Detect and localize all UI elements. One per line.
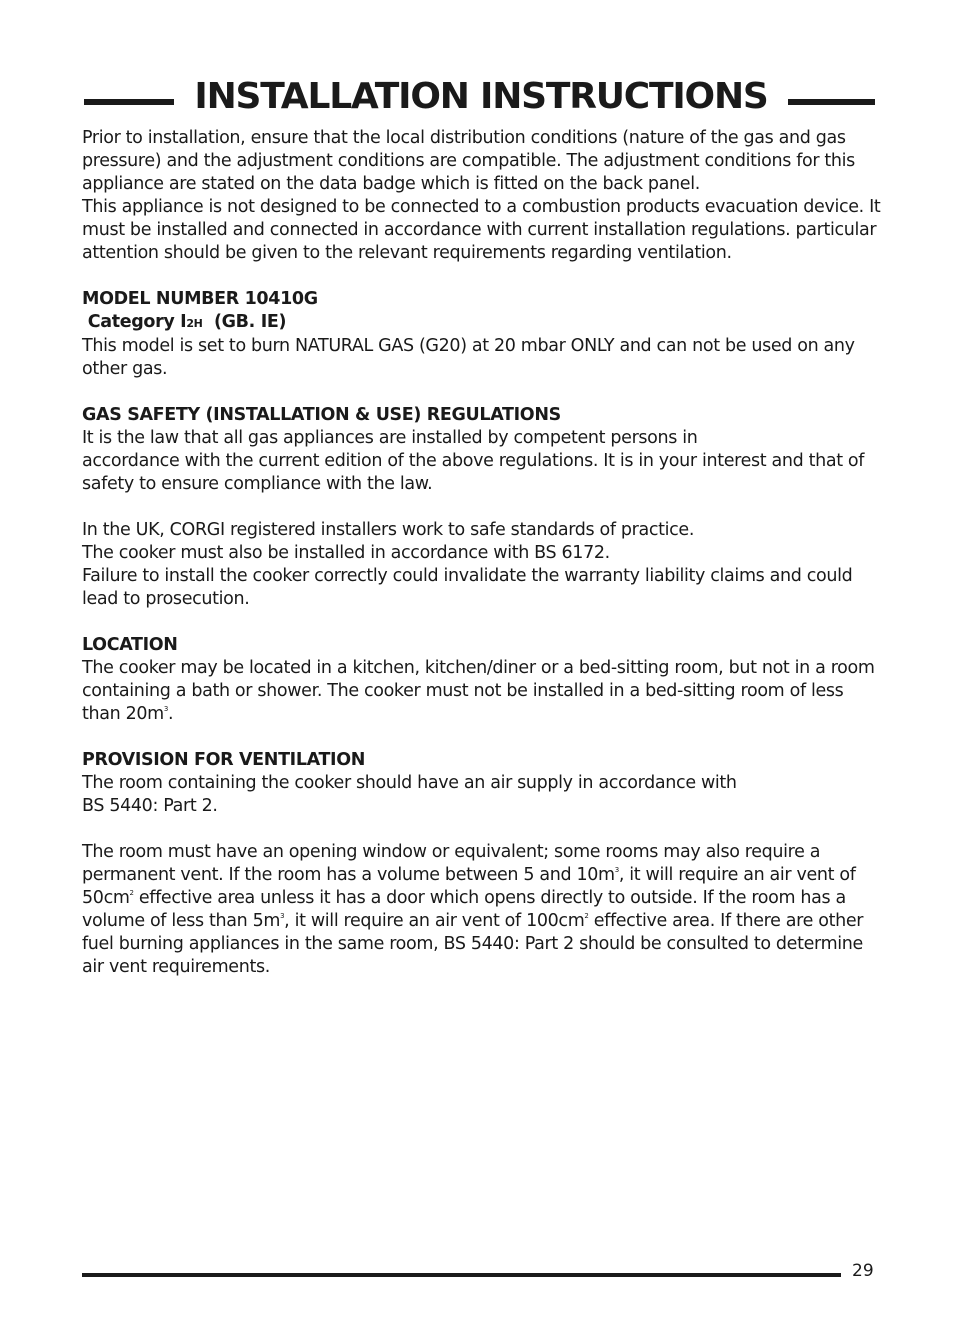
gas-safety-heading: GAS SAFETY (INSTALLATION & USE) REGULATIONS xyxy=(82,405,561,425)
ventilation-paragraph-2 xyxy=(82,841,882,979)
page-number: 29 xyxy=(852,1261,874,1281)
ventilation-heading: PROVISION FOR VENTILATION xyxy=(82,750,366,770)
gas-safety-paragraph-1 xyxy=(82,427,882,496)
ventilation-line-2: BS 5440: Part 2. xyxy=(82,796,218,816)
page-title: INSTALLATION INSTRUCTIONS xyxy=(194,76,768,117)
ventilation-superscript-4: 2 xyxy=(584,912,589,920)
ventilation-superscript-3: 3 xyxy=(280,912,285,920)
ventilation-text-b: , it will require an air vent of 50cm xyxy=(82,865,856,908)
spacer xyxy=(82,726,882,749)
category-region: (GB. IE) xyxy=(214,312,287,332)
ventilation-superscript-2: 2 xyxy=(129,889,134,897)
title-rule-right xyxy=(788,99,875,105)
failure-paragraph: Failure to install the cooker correctly could invalidate the warranty liability claims and could lead to prosecution. xyxy=(82,566,853,609)
category-line xyxy=(82,311,882,335)
category-subscript: 2H xyxy=(186,317,203,330)
bs6172-paragraph: The cooker must also be installed in accordance with BS 6172. xyxy=(82,543,610,563)
intro-paragraph-1: Prior to installation, ensure that the local distribution conditions (nature of the gas and gas pressure) and the adjustment conditions are compatible. The adjustment conditions for this appliance are stated on the data badge which is fitted on the back panel. xyxy=(82,128,855,194)
ventilation-text-c: effective area unless it has a door which opens directly to outside. If the room has a volume of less than 5m xyxy=(82,888,846,931)
spacer xyxy=(82,496,882,519)
location-superscript: 3 xyxy=(163,705,168,713)
footer-rule xyxy=(82,1273,841,1277)
spacer xyxy=(82,265,882,288)
ventilation-text-e: effective area. If there are other fuel burning appliances in the same room, BS 5440: Part 2 should be consulted to determine air vent requirements. xyxy=(82,911,864,977)
corgi-paragraph: In the UK, CORGI registered installers work to safe standards of practice. xyxy=(82,520,695,540)
category-label: Category I xyxy=(87,312,187,332)
document-body xyxy=(82,127,882,979)
ventilation-line-1: The room containing the cooker should have an air supply in accordance with xyxy=(82,773,737,793)
location-text: The cooker may be located in a kitchen, kitchen/diner or a bed-sitting room, but not in a room containing a bath or shower. The cooker must not be installed in a bed-sitting room of less than 20m xyxy=(82,658,875,724)
ventilation-superscript-1: 3 xyxy=(614,866,619,874)
ventilation-paragraph-1 xyxy=(82,772,882,818)
model-number-heading: MODEL NUMBER 10410G xyxy=(82,289,318,309)
spacer xyxy=(82,818,882,841)
location-text-end: . xyxy=(167,704,174,724)
title-rule-left xyxy=(84,99,174,105)
gas-safety-line-1: It is the law that all gas appliances are installed by competent persons in xyxy=(82,428,698,448)
location-heading: LOCATION xyxy=(82,635,178,655)
location-paragraph xyxy=(82,657,882,726)
intro-paragraph-2: This appliance is not designed to be connected to a combustion products evacuation device. It must be installed and connected in accordance with current installation regulations. particular attention should be given to the relevant requirements regarding ventilation. xyxy=(82,197,881,263)
spacer xyxy=(82,611,882,634)
gas-safety-line-2: accordance with the current edition of the above regulations. It is in your interest and that of safety to ensure compliance with the law. xyxy=(82,451,865,494)
ventilation-text-d: , it will require an air vent of 100cm xyxy=(284,911,585,931)
model-description: This model is set to burn NATURAL GAS (G20) at 20 mbar ONLY and can not be used on any other gas. xyxy=(82,336,855,379)
ventilation-text-a: The room must have an opening window or equivalent; some rooms may also require a permanent vent. If the room has a volume between 5 and 10m xyxy=(82,842,821,885)
spacer xyxy=(82,381,882,404)
